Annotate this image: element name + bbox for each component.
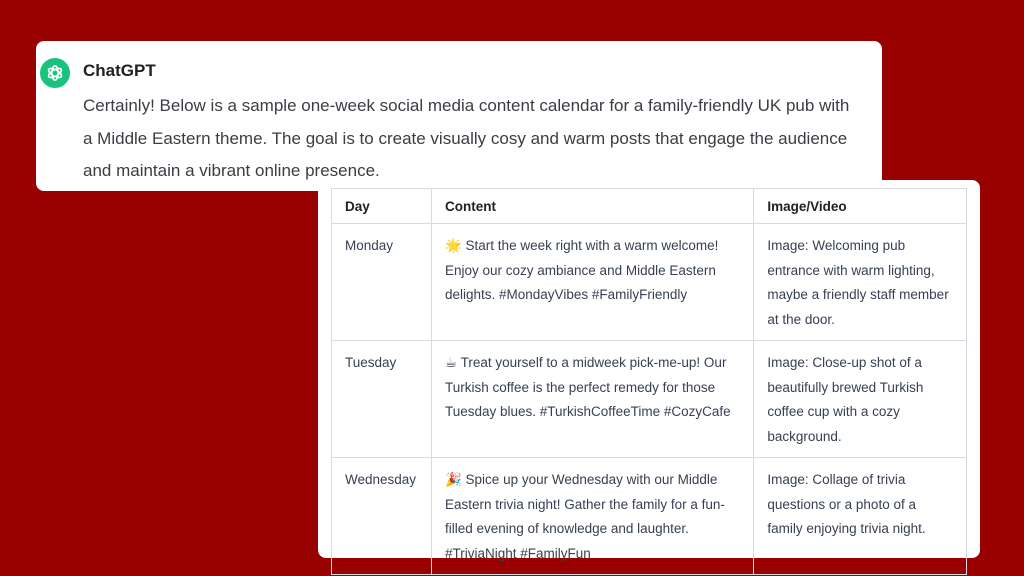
sender-name: ChatGPT	[83, 61, 156, 80]
chat-message-card	[36, 41, 882, 191]
cell-day: Monday	[332, 224, 432, 341]
message-text: Certainly! Below is a sample one-week social media content calendar for a family-friendly UK pub with a Middle Eastern theme. The goal is to create visually cosy and warm posts that engage the audience and maintain a vibrant online presence.	[83, 96, 850, 180]
cell-content: ☕ Treat yourself to a midweek pick-me-up! Our Turkish coffee is the perfect remedy for those Tuesday blues. #TurkishCoffeeTime #CozyCafe	[431, 341, 753, 458]
chatgpt-avatar	[40, 58, 70, 88]
header-content: Content	[431, 189, 753, 224]
calendar-table-card	[318, 180, 980, 561]
table-row	[332, 458, 967, 575]
cell-content: 🌟 Start the week right with a warm welcome! Enjoy our cozy ambiance and Middle Eastern delights. #MondayVibes #FamilyFriendly	[431, 224, 753, 341]
cell-image-video: Image: Close-up shot of a beautifully brewed Turkish coffee cup with a cozy background.	[754, 341, 967, 458]
content-calendar-table	[331, 188, 967, 575]
cell-day: Tuesday	[332, 341, 432, 458]
table-row	[332, 224, 967, 341]
header-image-video: Image/Video	[754, 189, 967, 224]
table-row	[332, 341, 967, 458]
cell-image-video: Image: Collage of trivia questions or a photo of a family enjoying trivia night.	[754, 458, 967, 575]
cell-day: Wednesday	[332, 458, 432, 575]
table-header-row	[332, 189, 967, 224]
cell-image-video: Image: Welcoming pub entrance with warm lighting, maybe a friendly staff member at the door.	[754, 224, 967, 341]
header-day: Day	[332, 189, 432, 224]
openai-logo-icon	[45, 63, 65, 83]
cell-content: 🎉 Spice up your Wednesday with our Middle Eastern trivia night! Gather the family for a fun-filled evening of knowledge and laughter. #TriviaNight #FamilyFun	[431, 458, 753, 575]
